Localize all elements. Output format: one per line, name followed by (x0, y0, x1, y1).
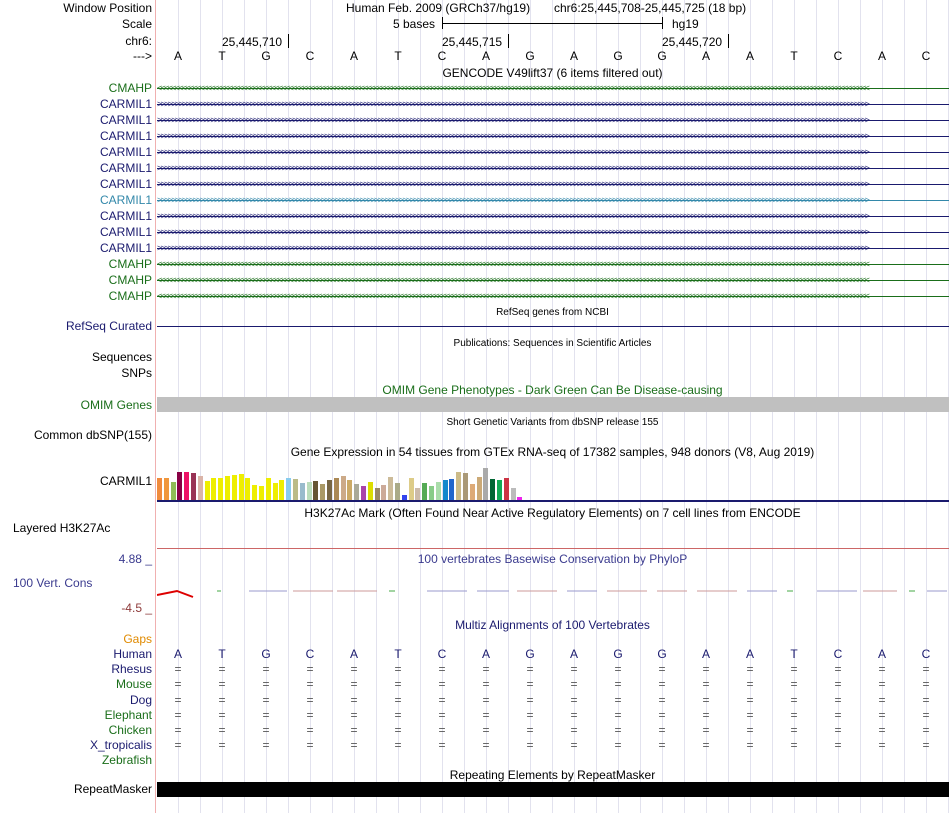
gencode-gene-line[interactable]: >>>>>>>>>>>>>>>>>>>>>>>>>>>>>>>>>>>>>>>>>>>>>>>>>>>>>>>>>>>>>>>>>>>>>>>>>>>>>>>>>>>>>>>>>>>>>>>>>>>>>>>>>>>>>>>>>>>>>>>>>>>>>>>>>>>>>>>>>>>>>>>>>>>>>>>>>>>>>>>>>>>>>>>>>>>>>>>>>>>>>>>>>>>>>>>>>>>>>>>> (157, 115, 949, 125)
base-9: = (570, 723, 578, 737)
omim-label[interactable]: OMIM Genes (80, 398, 152, 412)
base-6: = (438, 723, 446, 737)
gtex-bar[interactable] (191, 473, 196, 500)
gtex-bar[interactable] (259, 486, 264, 500)
gtex-bar[interactable] (347, 480, 352, 500)
base-6: C (437, 49, 447, 63)
gencode-gene-label[interactable]: CARMIL1 (99, 97, 152, 111)
base-13: = (746, 692, 754, 707)
base-6: C (437, 647, 447, 661)
base-16: = (878, 723, 886, 737)
base-12: A (701, 49, 710, 63)
base-12: = (702, 692, 710, 707)
gtex-bar[interactable] (218, 478, 223, 500)
coord-3: 25,445,720 (662, 35, 723, 49)
position-text: chr6:25,445,708-25,445,725 (18 bp) (554, 1, 747, 15)
scale-db: hg19 (672, 17, 699, 31)
base-5: = (394, 738, 402, 753)
gtex-bar[interactable] (415, 488, 420, 500)
phylop-signal[interactable] (157, 585, 949, 601)
base-1: = (218, 707, 226, 722)
gtex-bar[interactable] (245, 478, 250, 500)
base-13: = (746, 662, 754, 677)
base-2: = (262, 738, 270, 753)
base-9: A (569, 647, 578, 661)
multiz-title: Multiz Alignments of 100 Vertebrates (455, 618, 650, 632)
multiz-species-label[interactable]: Mouse (115, 677, 152, 692)
gtex-bar[interactable] (409, 478, 414, 500)
gencode-gene-line[interactable]: >>>>>>>>>>>>>>>>>>>>>>>>>>>>>>>>>>>>>>>>>>>>>>>>>>>>>>>>>>>>>>>>>>>>>>>>>>>>>>>>>>>>>>>>>>>>>>>>>>>>>>>>>>>>>>>>>>>>>>>>>>>>>>>>>>>>>>>>>>>>>>>>>>>>>>>>>>>>>>>>>>>>>>>>>>>>>>>>>>>>>>>>>>>>>>>>>>>>>>>> (157, 99, 949, 109)
gtex-bar[interactable] (341, 476, 346, 500)
base-2: = (262, 707, 270, 722)
h3k27ac-title: H3K27Ac Mark (Often Found Near Active Regulatory Elements) on 7 cell lines from ENCODE (304, 506, 801, 520)
gencode-gene-label[interactable]: CARMIL1 (99, 161, 152, 175)
gtex-bar[interactable] (307, 482, 312, 500)
multiz-species-label[interactable]: Chicken (108, 723, 152, 737)
gtex-bar[interactable] (334, 478, 339, 500)
base-15: = (834, 707, 842, 722)
base-10: G (613, 647, 623, 661)
reference-sequence (156, 49, 949, 64)
gtex-bar[interactable] (463, 473, 468, 500)
base-9: = (570, 738, 578, 753)
gtex-bar[interactable] (205, 481, 210, 500)
base-11: = (658, 723, 666, 737)
base-10: = (614, 692, 622, 707)
refseq-line[interactable] (157, 326, 949, 327)
base-10: G (613, 49, 623, 63)
multiz-alignment-row (156, 647, 949, 662)
scale-bar-right-tick (662, 17, 663, 29)
base-11: G (657, 49, 667, 63)
base-3: = (306, 677, 314, 692)
base-6: = (438, 707, 446, 722)
gtex-bar[interactable] (313, 481, 318, 500)
base-13: A (745, 647, 754, 661)
gtex-bar[interactable] (157, 478, 162, 500)
base-12: = (702, 677, 710, 692)
multiz-alignment-row (156, 677, 949, 692)
gencode-gene-line[interactable]: >>>>>>>>>>>>>>>>>>>>>>>>>>>>>>>>>>>>>>>>>>>>>>>>>>>>>>>>>>>>>>>>>>>>>>>>>>>>>>>>>>>>>>>>>>>>>>>>>>>>>>>>>>>>>>>>>>>>>>>>>>>>>>>>>>>>>>>>>>>>>>>>>>>>>>>>>>>>>>>>>>>>>>>>>>>>>>>>>>>>>>>>>>>>>>>>>>>>>>>> (157, 195, 949, 205)
base-17: C (921, 49, 931, 63)
gencode-gene-line[interactable]: <<<<<<<<<<<<<<<<<<<<<<<<<<<<<<<<<<<<<<<<<<<<<<<<<<<<<<<<<<<<<<<<<<<<<<<<<<<<<<<<<<<<<<<<<<<<<<<<<<<<<<<<<<<<<<<<<<<<<<<<<<<<<<<<<<<<<<<<<<<<<<<<<<<<<<<<<<<<<<<<<<<<<<<<<<<<<<<<<<<<<<<<<<<<<<<<<<<<<<<< (157, 83, 949, 93)
gtex-bar[interactable] (164, 478, 169, 500)
multiz-species-label[interactable]: Human (113, 647, 152, 661)
gencode-gene-line[interactable]: >>>>>>>>>>>>>>>>>>>>>>>>>>>>>>>>>>>>>>>>>>>>>>>>>>>>>>>>>>>>>>>>>>>>>>>>>>>>>>>>>>>>>>>>>>>>>>>>>>>>>>>>>>>>>>>>>>>>>>>>>>>>>>>>>>>>>>>>>>>>>>>>>>>>>>>>>>>>>>>>>>>>>>>>>>>>>>>>>>>>>>>>>>>>>>>>>>>>>>>> (157, 179, 949, 189)
base-17: = (922, 662, 930, 677)
gencode-gene-label[interactable]: CARMIL1 (99, 145, 152, 159)
gaps-label[interactable]: Gaps (123, 632, 152, 646)
assembly-name: Human Feb. 2009 (GRCh37/hg19) (346, 1, 531, 15)
base-6: = (438, 692, 446, 707)
base-9: = (570, 707, 578, 722)
gencode-gene-label[interactable]: CARMIL1 (99, 225, 152, 239)
base-6: = (438, 738, 446, 753)
base-1: T (218, 49, 226, 63)
base-10: = (614, 738, 622, 753)
gencode-gene-label[interactable]: CARMIL1 (99, 177, 152, 191)
gtex-bar[interactable] (375, 488, 380, 500)
base-2: G (261, 647, 271, 661)
chrom-label: chr6: (125, 34, 152, 48)
base-12: = (702, 738, 710, 753)
base-14: T (790, 647, 798, 661)
base-7: = (482, 738, 490, 753)
base-13: A (745, 49, 754, 63)
refseq-title: RefSeq genes from NCBI (496, 307, 609, 318)
gtex-bar-chart[interactable] (157, 460, 949, 500)
base-15: C (833, 49, 843, 63)
gtex-bar[interactable] (266, 478, 271, 500)
strand-label: ---> (133, 49, 152, 63)
multiz-species-label[interactable]: Dog (129, 692, 152, 707)
gtex-bar[interactable] (286, 478, 291, 500)
omim-bar[interactable] (157, 397, 949, 412)
base-0: A (173, 647, 182, 661)
gencode-gene-label[interactable]: CMAHP (108, 273, 152, 287)
base-15: = (834, 723, 842, 737)
base-16: = (878, 692, 886, 707)
gencode-gene-label[interactable]: CARMIL1 (99, 113, 152, 127)
publications-title: Publications: Sequences in Scientific Articles (453, 338, 652, 349)
gencode-gene-line[interactable]: >>>>>>>>>>>>>>>>>>>>>>>>>>>>>>>>>>>>>>>>>>>>>>>>>>>>>>>>>>>>>>>>>>>>>>>>>>>>>>>>>>>>>>>>>>>>>>>>>>>>>>>>>>>>>>>>>>>>>>>>>>>>>>>>>>>>>>>>>>>>>>>>>>>>>>>>>>>>>>>>>>>>>>>>>>>>>>>>>>>>>>>>>>>>>>>>>>>>>>>> (157, 163, 949, 173)
window-position-label: Window Position (63, 1, 152, 15)
repeatmasker-bar[interactable] (157, 782, 949, 797)
gtex-bar[interactable] (443, 480, 448, 500)
base-6: = (438, 662, 446, 677)
scale-bar (442, 23, 663, 24)
multiz-alignment-row (156, 723, 949, 738)
base-5: = (394, 662, 402, 677)
phylop-label[interactable]: 100 Vert. Cons (13, 576, 93, 590)
base-10: = (614, 662, 622, 677)
base-4: = (350, 738, 358, 753)
gencode-gene-label[interactable]: CARMIL1 (99, 193, 152, 207)
gtex-bar[interactable] (273, 483, 278, 500)
base-4: = (350, 692, 358, 707)
phylop-peak (157, 591, 193, 597)
gtex-bar[interactable] (422, 483, 427, 500)
coord-2: 25,445,715 (442, 35, 503, 49)
gtex-bar[interactable] (511, 488, 516, 500)
gencode-gene-line[interactable]: <<<<<<<<<<<<<<<<<<<<<<<<<<<<<<<<<<<<<<<<<<<<<<<<<<<<<<<<<<<<<<<<<<<<<<<<<<<<<<<<<<<<<<<<<<<<<<<<<<<<<<<<<<<<<<<<<<<<<<<<<<<<<<<<<<<<<<<<<<<<<<<<<<<<<<<<<<<<<<<<<<<<<<<<<<<<<<<<<<<<<<<<<<<<<<<<<<<<<<<< (157, 291, 949, 301)
base-2: G (261, 49, 271, 63)
base-17: = (922, 723, 930, 737)
repeatmasker-label[interactable]: RepeatMasker (73, 782, 152, 796)
coord-2-tick (508, 34, 509, 48)
publications-snps-label[interactable]: SNPs (121, 366, 152, 380)
gtex-bar[interactable] (293, 479, 298, 500)
base-5: = (394, 723, 402, 737)
gtex-bar[interactable] (300, 483, 305, 500)
gtex-bar[interactable] (368, 482, 373, 500)
base-1: = (218, 662, 226, 677)
base-10: = (614, 707, 622, 722)
base-9: = (570, 677, 578, 692)
base-4: A (349, 49, 358, 63)
gtex-title: Gene Expression in 54 tissues from GTEx RNA-seq of 17382 samples, 948 donors (V8, Aug 2019) (290, 445, 815, 459)
scale-text: 5 bases (393, 17, 436, 31)
base-13: = (746, 738, 754, 753)
multiz-alignment-row (156, 738, 949, 753)
gtex-bar[interactable] (483, 468, 488, 500)
gtex-bar[interactable] (279, 480, 284, 500)
base-8: = (526, 738, 534, 753)
base-10: = (614, 677, 622, 692)
base-16: = (878, 662, 886, 677)
base-0: = (174, 723, 182, 737)
coord-3-tick (728, 34, 729, 48)
base-14: = (790, 692, 798, 707)
base-7: A (481, 49, 490, 63)
base-8: = (526, 677, 534, 692)
base-3: C (305, 49, 315, 63)
base-1: = (218, 723, 226, 737)
gtex-bar[interactable] (225, 476, 230, 500)
gencode-gene-line[interactable]: <<<<<<<<<<<<<<<<<<<<<<<<<<<<<<<<<<<<<<<<<<<<<<<<<<<<<<<<<<<<<<<<<<<<<<<<<<<<<<<<<<<<<<<<<<<<<<<<<<<<<<<<<<<<<<<<<<<<<<<<<<<<<<<<<<<<<<<<<<<<<<<<<<<<<<<<<<<<<<<<<<<<<<<<<<<<<<<<<<<<<<<<<<<<<<<<<<<<<<<< (157, 275, 949, 285)
base-7: A (481, 647, 490, 661)
base-12: = (702, 707, 710, 722)
base-12: = (702, 723, 710, 737)
base-14: = (790, 677, 798, 692)
base-14: = (790, 707, 798, 722)
gtex-bar[interactable] (429, 486, 434, 500)
base-8: = (526, 707, 534, 722)
gencode-gene-line[interactable]: >>>>>>>>>>>>>>>>>>>>>>>>>>>>>>>>>>>>>>>>>>>>>>>>>>>>>>>>>>>>>>>>>>>>>>>>>>>>>>>>>>>>>>>>>>>>>>>>>>>>>>>>>>>>>>>>>>>>>>>>>>>>>>>>>>>>>>>>>>>>>>>>>>>>>>>>>>>>>>>>>>>>>>>>>>>>>>>>>>>>>>>>>>>>>>>>>>>>>>>> (157, 211, 949, 221)
base-2: = (262, 723, 270, 737)
gtex-bar[interactable] (239, 474, 244, 500)
h3k27ac-label[interactable]: Layered H3K27Ac (13, 521, 111, 535)
base-9: A (569, 49, 578, 63)
base-11: = (658, 707, 666, 722)
base-5: = (394, 692, 402, 707)
base-4: A (349, 647, 358, 661)
base-3: C (305, 647, 315, 661)
base-1: T (218, 647, 226, 661)
base-11: = (658, 738, 666, 753)
dbsnp-label[interactable]: Common dbSNP(155) (33, 428, 152, 442)
base-3: = (306, 707, 314, 722)
base-14: T (790, 49, 798, 63)
publications-sequences-label[interactable]: Sequences (91, 350, 152, 364)
base-3: = (306, 738, 314, 753)
gencode-gene-line[interactable]: >>>>>>>>>>>>>>>>>>>>>>>>>>>>>>>>>>>>>>>>>>>>>>>>>>>>>>>>>>>>>>>>>>>>>>>>>>>>>>>>>>>>>>>>>>>>>>>>>>>>>>>>>>>>>>>>>>>>>>>>>>>>>>>>>>>>>>>>>>>>>>>>>>>>>>>>>>>>>>>>>>>>>>>>>>>>>>>>>>>>>>>>>>>>>>>>>>>>>>>> (157, 243, 949, 253)
base-13: = (746, 677, 754, 692)
base-17: C (921, 647, 931, 661)
gencode-gene-line[interactable]: >>>>>>>>>>>>>>>>>>>>>>>>>>>>>>>>>>>>>>>>>>>>>>>>>>>>>>>>>>>>>>>>>>>>>>>>>>>>>>>>>>>>>>>>>>>>>>>>>>>>>>>>>>>>>>>>>>>>>>>>>>>>>>>>>>>>>>>>>>>>>>>>>>>>>>>>>>>>>>>>>>>>>>>>>>>>>>>>>>>>>>>>>>>>>>>>>>>>>>>> (157, 147, 949, 157)
multiz-alignment-row (156, 693, 949, 708)
gencode-gene-line[interactable]: >>>>>>>>>>>>>>>>>>>>>>>>>>>>>>>>>>>>>>>>>>>>>>>>>>>>>>>>>>>>>>>>>>>>>>>>>>>>>>>>>>>>>>>>>>>>>>>>>>>>>>>>>>>>>>>>>>>>>>>>>>>>>>>>>>>>>>>>>>>>>>>>>>>>>>>>>>>>>>>>>>>>>>>>>>>>>>>>>>>>>>>>>>>>>>>>>>>>>>>> (157, 227, 949, 237)
gtex-bar[interactable] (436, 482, 441, 500)
gencode-gene-label[interactable]: CARMIL1 (99, 241, 152, 255)
base-15: = (834, 692, 842, 707)
base-5: T (394, 647, 402, 661)
base-1: = (218, 692, 226, 707)
base-15: = (834, 662, 842, 677)
gtex-bar[interactable] (381, 485, 386, 500)
base-12: = (702, 662, 710, 677)
multiz-species-label[interactable]: Rhesus (111, 662, 152, 677)
base-8: = (526, 662, 534, 677)
base-7: = (482, 692, 490, 707)
gtex-bar[interactable] (211, 478, 216, 500)
gencode-gene-label[interactable]: CMAHP (108, 289, 152, 303)
gencode-gene-label[interactable]: CMAHP (108, 81, 152, 95)
omim-title: OMIM Gene Phenotypes - Dark Green Can Be Disease-causing (382, 383, 723, 397)
base-0: = (174, 677, 182, 692)
base-7: = (482, 723, 490, 737)
gencode-gene-label[interactable]: CMAHP (108, 257, 152, 271)
gtex-bar[interactable] (184, 472, 189, 500)
base-16: = (878, 707, 886, 722)
refseq-label[interactable]: RefSeq Curated (65, 319, 152, 333)
base-11: = (658, 677, 666, 692)
gtex-bar[interactable] (177, 472, 182, 500)
base-4: = (350, 723, 358, 737)
scale-label: Scale (121, 17, 152, 31)
base-2: = (262, 692, 270, 707)
base-14: = (790, 738, 798, 753)
gtex-bar[interactable] (490, 479, 495, 500)
base-11: G (657, 647, 667, 661)
repeatmasker-title: Repeating Elements by RepeatMasker (449, 768, 656, 782)
base-12: A (701, 647, 710, 661)
phylop-max: 4.88 _ (118, 552, 152, 566)
base-8: G (525, 647, 535, 661)
gtex-bar[interactable] (327, 480, 332, 500)
base-8: G (525, 49, 535, 63)
base-14: = (790, 662, 798, 677)
dbsnp-title: Short Genetic Variants from dbSNP release 155 (446, 417, 659, 428)
base-4: = (350, 677, 358, 692)
multiz-species-label[interactable]: Zebrafish (101, 753, 152, 768)
coord-1-tick (288, 34, 289, 48)
base-9: = (570, 692, 578, 707)
base-1: = (218, 677, 226, 692)
base-4: = (350, 707, 358, 722)
gtex-baseline (157, 500, 949, 502)
base-16: A (877, 49, 886, 63)
base-7: = (482, 677, 490, 692)
gtex-bar[interactable] (470, 484, 475, 500)
gtex-bar[interactable] (456, 472, 461, 500)
base-15: = (834, 738, 842, 753)
gtex-bar[interactable] (504, 478, 509, 500)
base-17: = (922, 738, 930, 753)
gencode-gene-label[interactable]: CARMIL1 (99, 209, 152, 223)
gtex-bar[interactable] (198, 476, 203, 500)
h3k27ac-line (157, 548, 949, 549)
base-13: = (746, 723, 754, 737)
base-16: = (878, 738, 886, 753)
base-11: = (658, 692, 666, 707)
base-3: = (306, 723, 314, 737)
coord-1: 25,445,710 (222, 35, 283, 49)
base-7: = (482, 662, 490, 677)
base-1: = (218, 738, 226, 753)
gtex-bar[interactable] (354, 484, 359, 500)
gtex-bar[interactable] (388, 477, 393, 500)
base-9: = (570, 662, 578, 677)
base-15: C (833, 647, 843, 661)
base-5: T (394, 49, 402, 63)
multiz-alignment-row (156, 708, 949, 723)
base-2: = (262, 662, 270, 677)
base-3: = (306, 692, 314, 707)
base-14: = (790, 723, 798, 737)
base-17: = (922, 692, 930, 707)
gtex-label[interactable]: CARMIL1 (99, 474, 152, 488)
gtex-bar[interactable] (477, 477, 482, 500)
gtex-bar[interactable] (497, 480, 502, 500)
gtex-bar[interactable] (252, 485, 257, 500)
gtex-bar[interactable] (361, 486, 366, 500)
multiz-species-label[interactable]: X_tropicalis (89, 738, 152, 753)
base-0: = (174, 692, 182, 707)
base-17: = (922, 707, 930, 722)
base-4: = (350, 662, 358, 677)
base-13: = (746, 707, 754, 722)
base-0: A (173, 49, 182, 63)
base-6: = (438, 677, 446, 692)
gtex-bar[interactable] (171, 482, 176, 500)
base-16: A (877, 647, 886, 661)
base-2: = (262, 677, 270, 692)
base-5: = (394, 707, 402, 722)
phylop-min: -4.5 _ (121, 601, 152, 615)
base-0: = (174, 707, 182, 722)
base-15: = (834, 677, 842, 692)
base-0: = (174, 662, 182, 677)
base-0: = (174, 738, 182, 753)
base-7: = (482, 707, 490, 722)
phylop-title: 100 vertebrates Basewise Conservation by PhyloP (417, 552, 688, 566)
base-11: = (658, 662, 666, 677)
gencode-gene-line[interactable]: >>>>>>>>>>>>>>>>>>>>>>>>>>>>>>>>>>>>>>>>>>>>>>>>>>>>>>>>>>>>>>>>>>>>>>>>>>>>>>>>>>>>>>>>>>>>>>>>>>>>>>>>>>>>>>>>>>>>>>>>>>>>>>>>>>>>>>>>>>>>>>>>>>>>>>>>>>>>>>>>>>>>>>>>>>>>>>>>>>>>>>>>>>>>>>>>>>>>>>>> (157, 131, 949, 141)
base-10: = (614, 723, 622, 737)
base-5: = (394, 677, 402, 692)
base-17: = (922, 677, 930, 692)
gencode-title: GENCODE V49lift37 (6 items filtered out) (442, 66, 663, 80)
gtex-bar[interactable] (395, 483, 400, 500)
gtex-bar[interactable] (449, 479, 454, 500)
multiz-alignment-row (156, 662, 949, 677)
base-8: = (526, 723, 534, 737)
base-3: = (306, 662, 314, 677)
gtex-bar[interactable] (320, 484, 325, 500)
base-8: = (526, 692, 534, 707)
gtex-bar[interactable] (232, 475, 237, 500)
multiz-species-label[interactable]: Elephant (104, 707, 152, 722)
gencode-gene-label[interactable]: CARMIL1 (99, 129, 152, 143)
gencode-gene-line[interactable]: <<<<<<<<<<<<<<<<<<<<<<<<<<<<<<<<<<<<<<<<<<<<<<<<<<<<<<<<<<<<<<<<<<<<<<<<<<<<<<<<<<<<<<<<<<<<<<<<<<<<<<<<<<<<<<<<<<<<<<<<<<<<<<<<<<<<<<<<<<<<<<<<<<<<<<<<<<<<<<<<<<<<<<<<<<<<<<<<<<<<<<<<<<<<<<<<<<<<<<<< (157, 259, 949, 269)
base-16: = (878, 677, 886, 692)
